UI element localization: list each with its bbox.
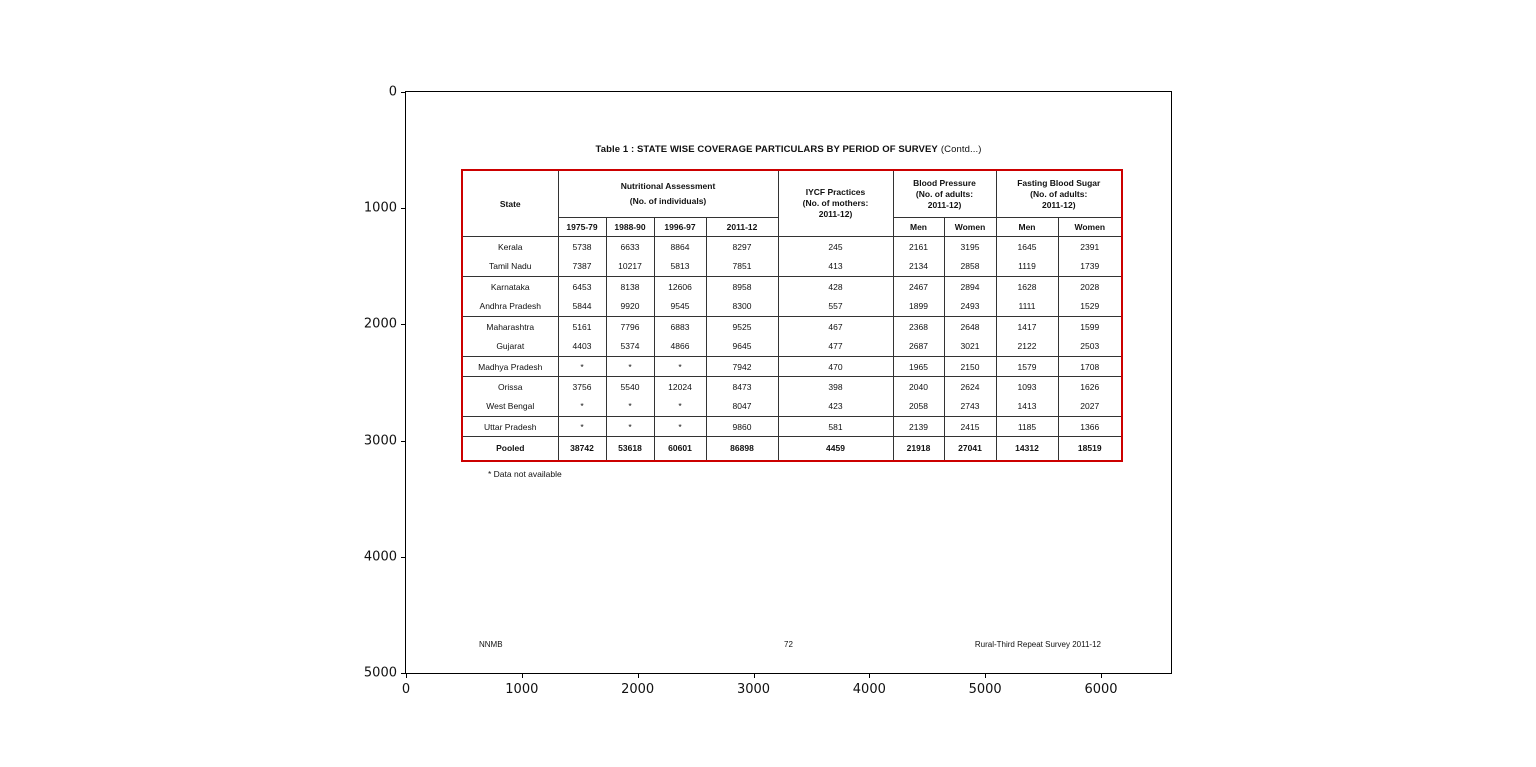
state-cell: Tamil Nadu: [463, 257, 558, 277]
value-cell: 581: [778, 417, 893, 437]
x-tick-mark: [869, 674, 870, 678]
value-cell: 8297: [706, 237, 778, 257]
header-nutritional-assessment: Nutritional Assessment (No. of individuals): [558, 171, 778, 218]
value-cell: 2493: [944, 297, 996, 317]
header-fbs-women: Women: [1058, 218, 1121, 237]
footer-survey-label: Rural-Third Repeat Survey 2011-12: [974, 640, 1101, 649]
value-cell: 1739: [1058, 257, 1121, 277]
y-tick-mark: [401, 441, 405, 442]
value-cell: 2894: [944, 277, 996, 297]
value-cell: 2624: [944, 377, 996, 397]
y-tick-mark: [401, 208, 405, 209]
y-tick-label: 3000: [363, 433, 397, 449]
state-cell: Maharashtra: [463, 317, 558, 337]
value-cell: *: [606, 357, 654, 377]
header-bp-women: Women: [944, 218, 996, 237]
value-cell: 3195: [944, 237, 996, 257]
table-row: [463, 237, 1121, 257]
value-cell: 1645: [996, 237, 1058, 257]
value-cell: 9545: [654, 297, 706, 317]
value-cell: 1628: [996, 277, 1058, 297]
y-tick-mark: [401, 324, 405, 325]
value-cell: 2139: [893, 417, 944, 437]
value-cell: 1417: [996, 317, 1058, 337]
coverage-table: [461, 169, 1123, 462]
value-cell: *: [558, 357, 606, 377]
x-tick-label: 3000: [736, 682, 771, 697]
value-cell: 7387: [558, 257, 606, 277]
value-cell: 7942: [706, 357, 778, 377]
value-cell: 6453: [558, 277, 606, 297]
value-cell: 3021: [944, 337, 996, 357]
value-cell: 2368: [893, 317, 944, 337]
value-cell: 1708: [1058, 357, 1121, 377]
x-tick-label: 5000: [968, 682, 1002, 697]
value-cell: 38742: [558, 437, 606, 460]
header-iycf-practices: IYCF Practices (No. of mothers: 2011-12): [778, 171, 893, 237]
y-tick-label: 0: [388, 84, 397, 100]
value-cell: 2467: [893, 277, 944, 297]
value-cell: 53618: [606, 437, 654, 460]
value-cell: *: [654, 417, 706, 437]
value-cell: 2687: [893, 337, 944, 357]
value-cell: 1899: [893, 297, 944, 317]
value-cell: *: [558, 397, 606, 417]
value-cell: 8138: [606, 277, 654, 297]
table-row: [463, 317, 1121, 337]
x-tick-mark: [985, 674, 986, 678]
value-cell: 5813: [654, 257, 706, 277]
value-cell: 1626: [1058, 377, 1121, 397]
x-tick-label: 2000: [621, 682, 655, 697]
y-tick-label: 2000: [363, 316, 397, 332]
value-cell: 21918: [893, 437, 944, 460]
footer-org: NNMB: [479, 640, 503, 649]
title-main: Table 1 : STATE WISE COVERAGE PARTICULARS BY PERIOD OF SURVEY: [595, 144, 938, 155]
value-cell: 2040: [893, 377, 944, 397]
value-cell: 8047: [706, 397, 778, 417]
value-cell: 60601: [654, 437, 706, 460]
table-row: [463, 357, 1121, 377]
x-tick-label: 6000: [1084, 682, 1118, 697]
x-tick-label: 4000: [852, 682, 886, 697]
state-cell: Gujarat: [463, 337, 558, 357]
y-tick-mark: [401, 92, 405, 93]
value-cell: *: [558, 417, 606, 437]
axes: [363, 84, 1172, 697]
table-row: [463, 257, 1121, 277]
value-cell: 2648: [944, 317, 996, 337]
value-cell: 86898: [706, 437, 778, 460]
table-header: [463, 171, 1121, 237]
table-row: [463, 377, 1121, 397]
value-cell: 2028: [1058, 277, 1121, 297]
header-year-1996-97: 1996-97: [654, 218, 706, 237]
y-tick-label: 5000: [363, 665, 397, 681]
value-cell: 8300: [706, 297, 778, 317]
value-cell: 1111: [996, 297, 1058, 317]
footnote: * Data not available: [488, 469, 562, 479]
state-cell: Uttar Pradesh: [463, 417, 558, 437]
value-cell: 2391: [1058, 237, 1121, 257]
x-tick-mark: [406, 674, 407, 678]
value-cell: 2027: [1058, 397, 1121, 417]
value-cell: 18519: [1058, 437, 1121, 460]
table-row: [463, 277, 1121, 297]
table-row: [463, 297, 1121, 317]
state-cell: Madhya Pradesh: [463, 357, 558, 377]
value-cell: 9920: [606, 297, 654, 317]
document-title: [406, 144, 1171, 155]
value-cell: 2415: [944, 417, 996, 437]
value-cell: 2503: [1058, 337, 1121, 357]
x-tick-label: 0: [401, 682, 411, 697]
value-cell: 9645: [706, 337, 778, 357]
header-year-1975-79: 1975-79: [558, 218, 606, 237]
value-cell: *: [654, 357, 706, 377]
value-cell: 7796: [606, 317, 654, 337]
value-cell: 428: [778, 277, 893, 297]
value-cell: 5738: [558, 237, 606, 257]
value-cell: 5161: [558, 317, 606, 337]
page-number: 72: [784, 640, 793, 649]
value-cell: 2150: [944, 357, 996, 377]
value-cell: 245: [778, 237, 893, 257]
value-cell: 8958: [706, 277, 778, 297]
value-cell: 1119: [996, 257, 1058, 277]
value-cell: 1185: [996, 417, 1058, 437]
table-row: [463, 337, 1121, 357]
value-cell: *: [654, 397, 706, 417]
header-year-2011-12: 2011-12: [706, 218, 778, 237]
state-cell: Karnataka: [463, 277, 558, 297]
value-cell: 1599: [1058, 317, 1121, 337]
value-cell: 467: [778, 317, 893, 337]
y-tick-mark: [401, 673, 405, 674]
value-cell: 5374: [606, 337, 654, 357]
table-row: [463, 397, 1121, 417]
state-cell: Orissa: [463, 377, 558, 397]
x-tick-mark: [638, 674, 639, 678]
y-tick-label: 4000: [363, 549, 397, 565]
value-cell: *: [606, 397, 654, 417]
value-cell: 2134: [893, 257, 944, 277]
value-cell: 1366: [1058, 417, 1121, 437]
header-bp-men: Men: [893, 218, 944, 237]
x-tick-mark: [1101, 674, 1102, 678]
value-cell: 8473: [706, 377, 778, 397]
value-cell: 9860: [706, 417, 778, 437]
value-cell: 557: [778, 297, 893, 317]
y-tick-label: 1000: [363, 200, 397, 216]
value-cell: 5540: [606, 377, 654, 397]
value-cell: 398: [778, 377, 893, 397]
state-cell: Pooled: [463, 437, 558, 460]
value-cell: 9525: [706, 317, 778, 337]
value-cell: 8864: [654, 237, 706, 257]
value-cell: 4403: [558, 337, 606, 357]
value-cell: 7851: [706, 257, 778, 277]
table-row: [463, 417, 1121, 437]
header-year-1988-90: 1988-90: [606, 218, 654, 237]
header-fbs-men: Men: [996, 218, 1058, 237]
value-cell: 1413: [996, 397, 1058, 417]
value-cell: 6633: [606, 237, 654, 257]
value-cell: 477: [778, 337, 893, 357]
header-blood-pressure: Blood Pressure (No. of adults: 2011-12): [893, 171, 996, 218]
value-cell: 12606: [654, 277, 706, 297]
value-cell: 2743: [944, 397, 996, 417]
value-cell: 413: [778, 257, 893, 277]
title-suffix: (Contd...): [940, 144, 982, 155]
x-tick-mark: [754, 674, 755, 678]
coverage-table-grid: [463, 171, 1121, 460]
x-tick-label: 1000: [505, 682, 539, 697]
value-cell: 4459: [778, 437, 893, 460]
value-cell: 3756: [558, 377, 606, 397]
value-cell: 5844: [558, 297, 606, 317]
value-cell: 2058: [893, 397, 944, 417]
state-cell: West Bengal: [463, 397, 558, 417]
value-cell: *: [606, 417, 654, 437]
value-cell: 2161: [893, 237, 944, 257]
value-cell: 423: [778, 397, 893, 417]
state-cell: Andhra Pradesh: [463, 297, 558, 317]
header-fasting-blood-sugar: Fasting Blood Sugar (No. of adults: 2011-12): [996, 171, 1121, 218]
value-cell: 470: [778, 357, 893, 377]
value-cell: 2858: [944, 257, 996, 277]
state-cell: Kerala: [463, 237, 558, 257]
value-cell: 1965: [893, 357, 944, 377]
header-state: State: [463, 171, 558, 237]
value-cell: 6883: [654, 317, 706, 337]
value-cell: 27041: [944, 437, 996, 460]
value-cell: 1529: [1058, 297, 1121, 317]
x-tick-mark: [522, 674, 523, 678]
value-cell: 10217: [606, 257, 654, 277]
value-cell: 4866: [654, 337, 706, 357]
value-cell: 1579: [996, 357, 1058, 377]
table-row: [463, 437, 1121, 460]
table-body: [463, 237, 1121, 460]
y-tick-mark: [401, 557, 405, 558]
value-cell: 12024: [654, 377, 706, 397]
value-cell: 1093: [996, 377, 1058, 397]
value-cell: 2122: [996, 337, 1058, 357]
value-cell: 14312: [996, 437, 1058, 460]
